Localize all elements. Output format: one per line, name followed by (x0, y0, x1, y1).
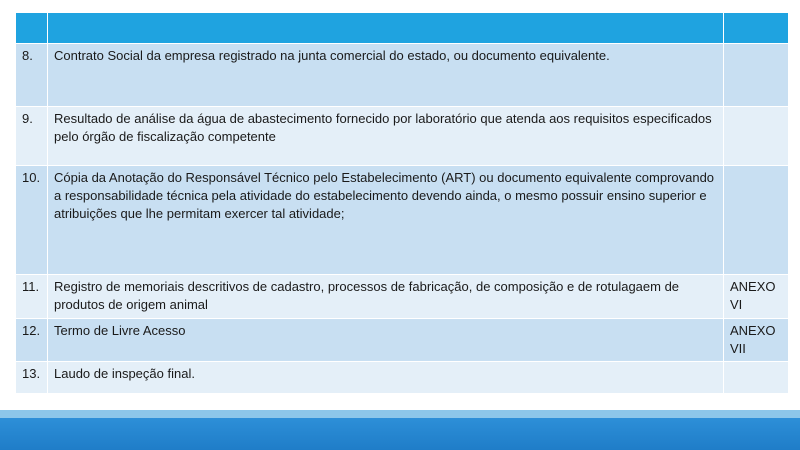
item-description: Cópia da Anotação do Responsável Técnico pelo Estabelecimento (ART) ou documento equivalente comprovando a responsabilidade técnica pela atividade do estabelecimento devendo ainda, o mesmo possuir ensino superior e atribuições que lhe permitam exercer tal atividade; (48, 166, 724, 275)
item-number: 8. (16, 44, 48, 107)
item-annex (724, 107, 789, 166)
footer-accent-stripe (0, 410, 800, 418)
table-row (16, 44, 789, 107)
item-description: Termo de Livre Acesso (48, 319, 724, 362)
item-annex: ANEXO VI (724, 275, 789, 319)
footer-band (0, 418, 800, 450)
table-row (16, 166, 789, 275)
requirements-table (15, 12, 789, 394)
item-number: 11. (16, 275, 48, 319)
table-header-row (16, 13, 789, 44)
item-annex (724, 362, 789, 394)
header-annex-cell (724, 13, 789, 44)
item-annex (724, 44, 789, 107)
item-number: 9. (16, 107, 48, 166)
table-row (16, 107, 789, 166)
header-desc-cell (48, 13, 724, 44)
item-number: 13. (16, 362, 48, 394)
item-description: Laudo de inspeção final. (48, 362, 724, 394)
header-num-cell (16, 13, 48, 44)
table-row (16, 319, 789, 362)
item-annex (724, 166, 789, 275)
table-row (16, 275, 789, 319)
item-description: Registro de memoriais descritivos de cadastro, processos de fabricação, de composição e de rotulagaem de produtos de origem animal (48, 275, 724, 319)
item-description: Resultado de análise da água de abastecimento fornecido por laboratório que atenda aos requisitos especificados pelo órgão de fiscalização competente (48, 107, 724, 166)
item-description: Contrato Social da empresa registrado na junta comercial do estado, ou documento equivalente. (48, 44, 724, 107)
item-number: 12. (16, 319, 48, 362)
item-number: 10. (16, 166, 48, 275)
item-annex: ANEXO VII (724, 319, 789, 362)
table-row (16, 362, 789, 394)
